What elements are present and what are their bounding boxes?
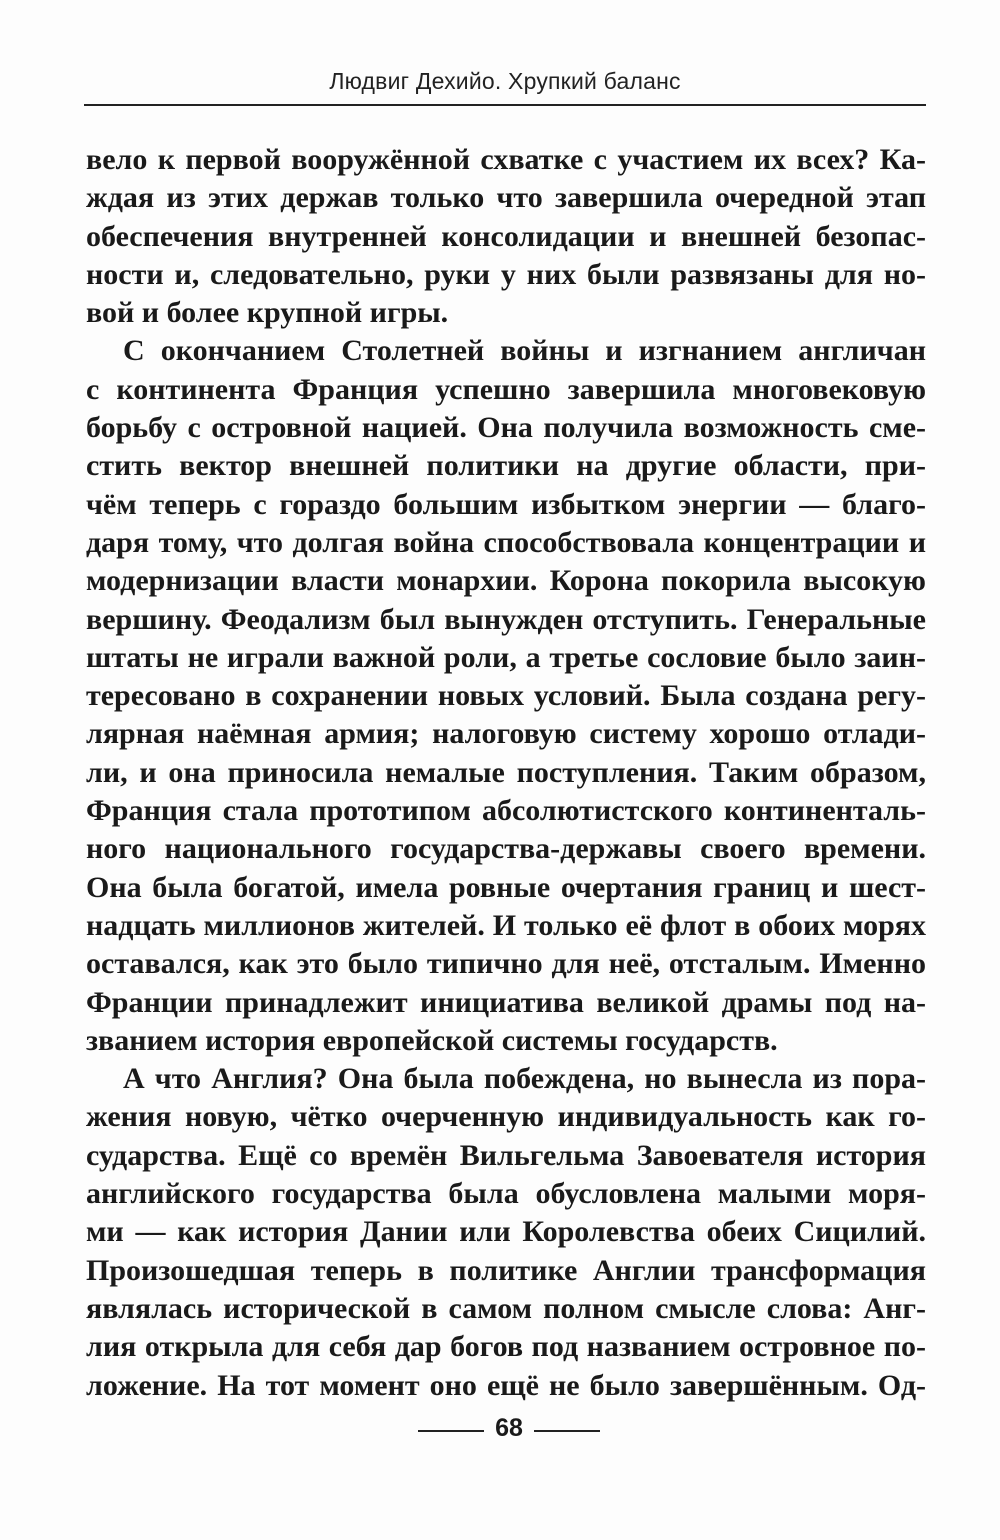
- paragraph-first-line: С окончанием Столетней войны и изгнанием англичан: [123, 334, 926, 368]
- text-line: с континента Франция успешно завершила многовековую: [86, 372, 926, 406]
- text-line: Произошедшая теперь в политике Англии трансформация: [86, 1253, 926, 1287]
- text-line: сударства. Ещё со времён Вильгельма Завоевателя история: [86, 1138, 926, 1172]
- text-line: тересовано в сохранении новых условий. Была создана регу-: [86, 679, 926, 713]
- text-line: Она была богатой, имела ровные очертания границ и шест-: [86, 870, 926, 904]
- text-line: надцать миллионов жителей. И только её флот в обоих морях: [86, 908, 926, 942]
- text-line: званием история европейской системы государств.: [86, 1023, 778, 1057]
- header-rule: [84, 104, 926, 106]
- text-line: ложение. На тот момент оно ещё не было завершённым. Од-: [86, 1368, 926, 1402]
- text-line: чём теперь с гораздо большим избытком энергии — благо-: [86, 487, 926, 521]
- text-line: борьбу с островной нацией. Она получила возможность сме-: [86, 411, 926, 445]
- text-line: стить вектор внешней политики на другие области, при-: [86, 449, 926, 483]
- text-line: лярная наёмная армия; налоговую систему хорошо отлади-: [86, 717, 926, 751]
- footer-rule-right: [534, 1430, 600, 1432]
- footer-rule-left: [418, 1430, 484, 1432]
- text-line: вершину. Феодализм был вынужден отступить. Генеральные: [86, 602, 926, 636]
- text-line: штаты не играли важной роли, а третье сословие было заин-: [86, 640, 926, 674]
- paragraph-first-line: А что Англия? Она была побеждена, но вынесла из пора-: [123, 1062, 926, 1096]
- running-header-title: Людвиг Дехийо. Хрупкий баланс: [329, 68, 681, 94]
- text-line: ми — как история Дании или Королевства обеих Сицилий.: [86, 1215, 926, 1249]
- page-number: 68: [495, 1414, 523, 1442]
- text-line: жения новую, чётко очерченную индивидуальность как го-: [86, 1100, 926, 1134]
- text-line: лия открыла для себя дар богов под названием островное по-: [86, 1330, 926, 1364]
- text-line: Франция стала прототипом абсолютистского континенталь-: [86, 794, 926, 828]
- text-line: оставался, как это было типично для неё, отсталым. Именно: [86, 947, 926, 981]
- text-line: ности и, следовательно, руки у них были развязаны для но-: [86, 257, 926, 291]
- text-line: ли, и она приносила немалые поступления. Таким образом,: [86, 755, 926, 789]
- text-line: даря тому, что долгая война способствовала концентрации и: [86, 525, 926, 559]
- text-line: являлась исторической в самом полном смысле слова: Анг-: [86, 1291, 926, 1325]
- text-line: обеспечения внутренней консолидации и внешней безопас-: [86, 219, 926, 253]
- text-line: вело к первой вооружённой схватке с участием их всех? Ка-: [86, 143, 926, 176]
- text-line: ждая из этих держав только что завершила очередной этап: [86, 181, 926, 215]
- body-text: [86, 141, 926, 1405]
- text-line: Франции принадлежит инициатива великой драмы под на-: [86, 985, 926, 1019]
- text-line: модернизации власти монархии. Корона покорила высокую: [86, 564, 926, 598]
- page-number-footer: [0, 1414, 1000, 1454]
- text-line: английского государства была обусловлена малыми моря-: [86, 1177, 926, 1211]
- text-line: ного национального государства-державы своего времени.: [86, 832, 926, 866]
- text-line: вой и более крупной игры.: [86, 296, 449, 330]
